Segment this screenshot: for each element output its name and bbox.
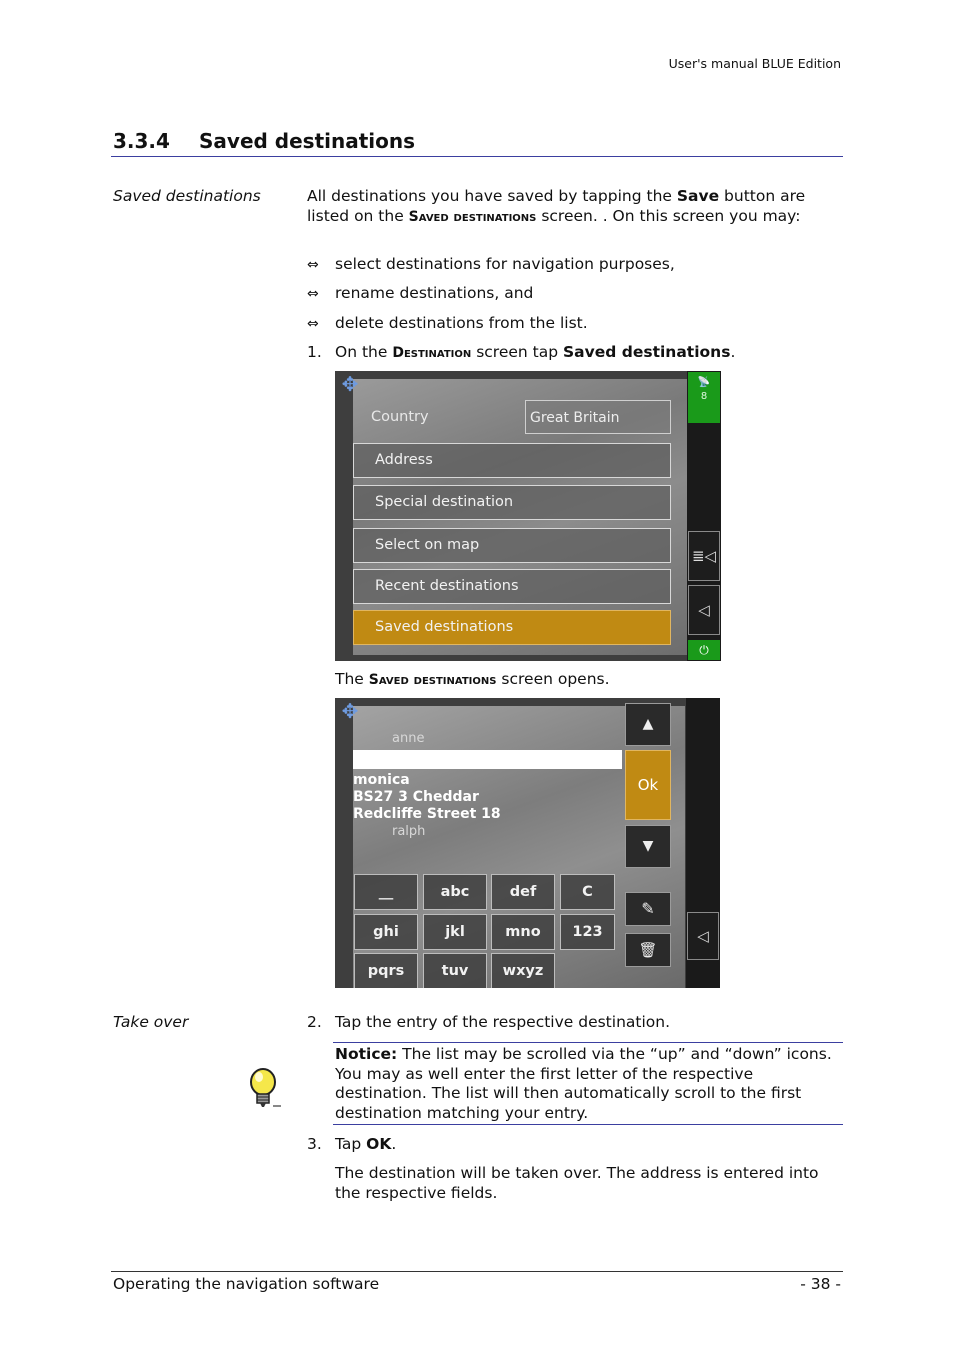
step-2 [307,1013,670,1031]
trash-icon: 🗑 [638,941,658,959]
notice-text: The list may be scrolled via the “up” and “down” icons. You may as well enter the first letter of the respective destination. The list will then automatically scroll to the first destination matching your entry. [335,1045,832,1122]
country-field[interactable]: Great Britain [525,400,671,434]
key-mno[interactable]: mno [491,914,555,950]
step-number: 3. [307,1135,322,1153]
step-number: 1. [307,343,322,361]
margin-label-saved: Saved destinations [113,187,261,205]
section-number: 3.3.4 [113,129,170,153]
footer-chapter: Operating the navigation software [113,1275,380,1293]
power-plug-icon: ⏻ [688,640,720,660]
scroll-down-button[interactable] [625,825,671,868]
options-menu-icon[interactable]: ≣◁ [688,531,720,581]
back-icon[interactable]: ◁ [688,585,720,635]
step-screen-name: Destination [392,345,472,361]
navigation-arrows-icon[interactable]: ✥ [341,372,359,396]
step-3 [307,1135,396,1153]
opens-text: screen opens. [496,670,610,688]
bullet-text: select destinations for navigation purposes, [335,255,675,273]
navigation-arrows-icon[interactable]: ✥ [341,699,359,723]
screen-opens-text [335,670,843,691]
bullet-text: delete destinations from the list. [335,314,588,332]
section-rule [111,156,843,157]
key-def[interactable]: def [491,874,555,910]
key-jkl[interactable]: jkl [423,914,487,950]
opens-text: The [335,670,369,688]
step-text: Tap [335,1135,367,1153]
running-header: User's manual BLUE Edition [668,56,841,71]
destination-name: monica [353,772,410,788]
destination-street: Redcliffe Street 18 [353,806,501,822]
pencil-icon: ✎ [641,899,655,918]
notice-label: Notice: [335,1045,398,1063]
intro-save-word: Save [676,187,720,205]
back-icon[interactable]: ◁ [687,912,719,960]
saved-destinations-button[interactable]: Saved destinations [353,610,671,645]
selected-destination[interactable] [353,772,622,823]
delete-button[interactable] [625,933,671,967]
step-text: screen tap [471,343,564,361]
list-item-ralph[interactable]: ralph [392,824,426,839]
select-on-map-button[interactable]: Select on map [353,528,671,563]
gps-count: 8 [700,391,708,402]
list-item-anne[interactable]: anne [392,731,425,746]
intro-screen-name: Saved destinations [408,208,537,225]
key-wxyz[interactable]: wxyz [491,953,555,988]
key-space[interactable]: __ [354,874,418,910]
bullet-item [307,314,588,332]
intro-text-2: button are listed on the [307,187,806,225]
step-text: Tap the entry of the respective destination. [335,1013,671,1031]
intro-paragraph [307,187,843,227]
step-text: On the [335,343,393,361]
intro-text-1: All destinations you have saved by tapping the [307,187,677,205]
footer-rule [111,1271,843,1272]
section-title [113,129,415,153]
step-1 [307,343,735,361]
key-ghi[interactable]: ghi [354,914,418,950]
search-input[interactable] [353,750,622,769]
step-ok-word: OK [366,1135,392,1153]
result-paragraph: The destination will be taken over. The address is entered into the respective fields. [335,1164,819,1202]
saved-destinations-screen-image [335,698,720,988]
opens-screen-name: Saved destinations [368,672,497,688]
triangle-up-icon: ▲ [642,716,654,732]
arrow-icon: ⇔ [307,286,319,302]
step-text: . [391,1135,397,1153]
section-heading: Saved destinations [199,129,416,153]
key-tuv[interactable]: tuv [423,953,487,988]
destination-screen-image [335,371,721,661]
key-abc[interactable]: abc [423,874,487,910]
bullet-item [307,284,533,302]
notice-box [333,1042,843,1125]
page-number: - 38 - [800,1275,841,1293]
step-number: 2. [307,1013,322,1031]
special-destination-button[interactable]: Special destination [353,485,671,520]
arrow-icon: ⇔ [307,257,319,273]
arrow-icon: ⇔ [307,316,319,332]
bullet-text: rename destinations, and [335,284,534,302]
bullet-item [307,255,675,273]
address-button[interactable]: Address [353,443,671,478]
recent-destinations-button[interactable]: Recent destinations [353,569,671,604]
key-123[interactable]: 123 [560,914,615,950]
country-label: Country [371,409,429,425]
triangle-down-icon: ▼ [642,838,654,854]
margin-label-takeover: Take over [113,1013,189,1031]
step-target: Saved destinations [563,343,731,361]
destination-city: BS27 3 Cheddar [353,789,479,805]
ok-button[interactable]: Ok [625,750,671,820]
intro-text-3: screen. . On this screen you may: [536,206,801,225]
satellite-icon: 📡 [697,377,711,388]
step-text: . [730,343,736,361]
gps-status[interactable] [688,372,720,423]
key-pqrs[interactable]: pqrs [354,953,418,988]
key-clear[interactable]: C [560,874,615,910]
scroll-up-button[interactable] [625,703,671,746]
rename-button[interactable] [625,892,671,926]
lightbulb-icon [247,1066,283,1110]
